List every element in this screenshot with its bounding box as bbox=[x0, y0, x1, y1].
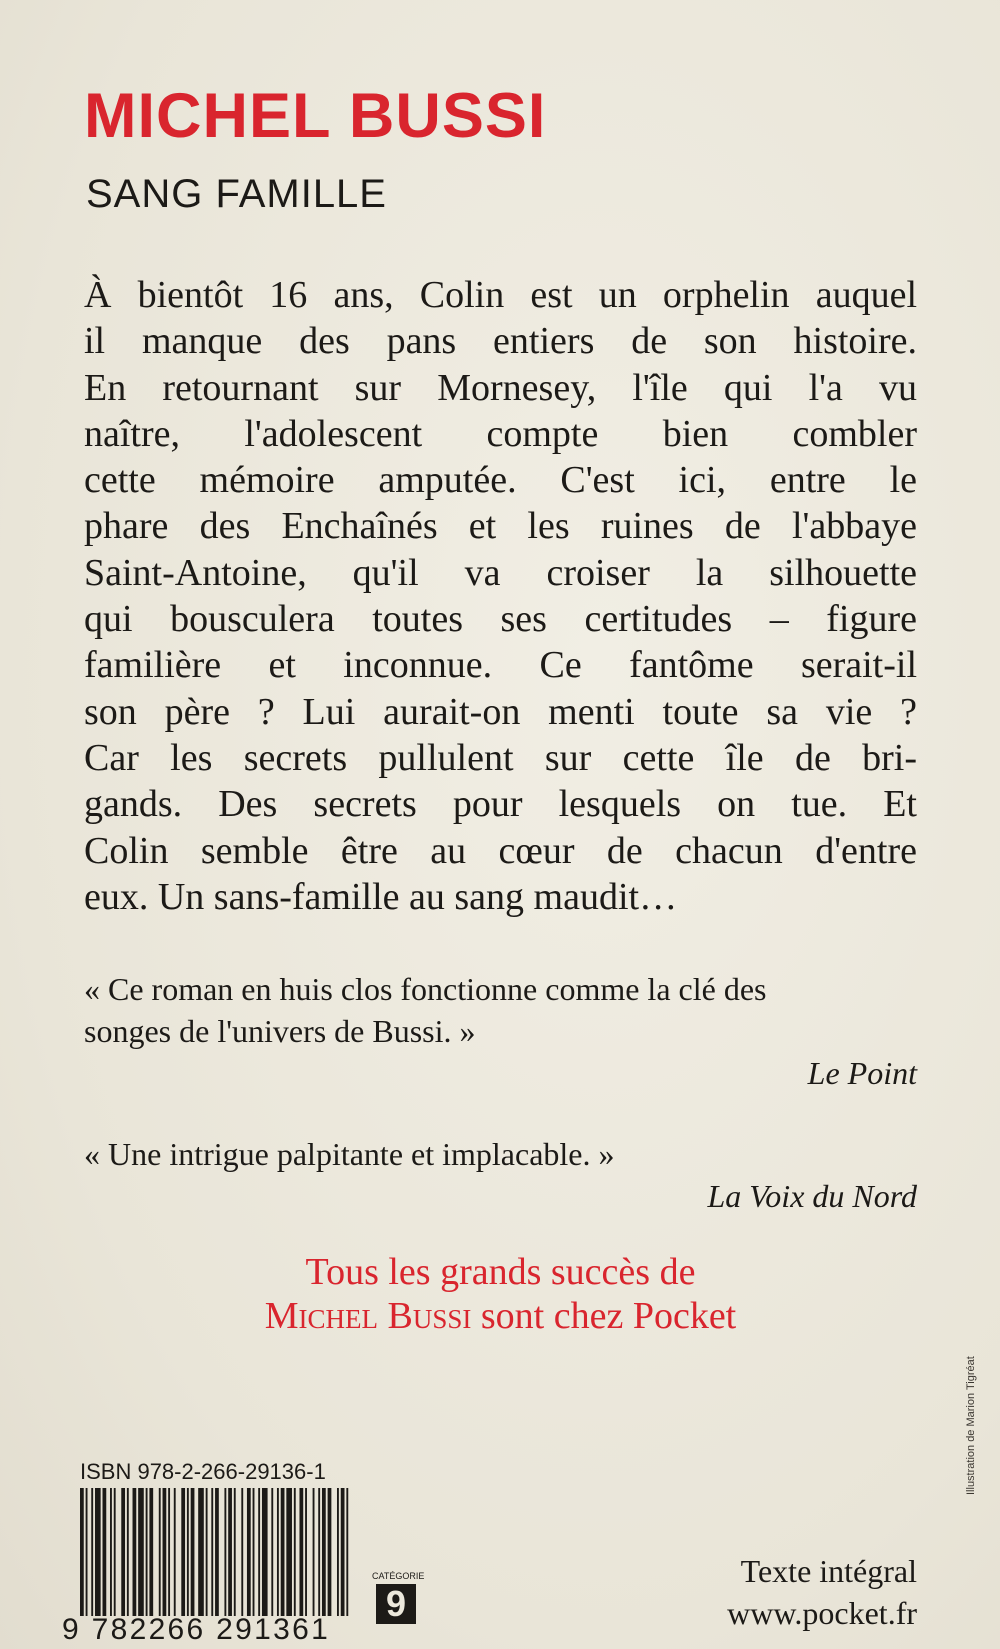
barcode-bar bbox=[121, 1488, 125, 1616]
barcode-bar bbox=[341, 1488, 345, 1616]
edition-text: Texte intégral bbox=[740, 1553, 917, 1589]
barcode-bar bbox=[146, 1488, 148, 1616]
edition-info bbox=[727, 1550, 917, 1634]
illustration-credit: Illustration de Marion Tigréat bbox=[965, 1356, 977, 1495]
barcode-bar bbox=[328, 1488, 332, 1616]
barcode-bar bbox=[138, 1488, 144, 1616]
barcode-bar bbox=[163, 1488, 167, 1616]
synopsis-line: eux. Un sans-famille au sang maudit… bbox=[84, 875, 678, 918]
barcode-bar bbox=[211, 1488, 213, 1616]
barcode-bar bbox=[318, 1488, 320, 1616]
synopsis-line: Car les secrets pullulent sur cette île de bri- bbox=[84, 736, 917, 779]
publisher-website: www.pocket.fr bbox=[727, 1595, 917, 1631]
barcode-bar bbox=[228, 1488, 232, 1616]
barcode-bar bbox=[133, 1488, 137, 1616]
barcode-bar bbox=[346, 1488, 348, 1616]
barcode-bar bbox=[305, 1488, 307, 1616]
barcode-bar bbox=[103, 1488, 107, 1616]
publisher-promo bbox=[84, 1250, 917, 1338]
barcode-bar bbox=[191, 1488, 195, 1616]
barcode-bar bbox=[174, 1488, 176, 1616]
promo-line-2 bbox=[84, 1294, 917, 1338]
barcode-bar bbox=[114, 1488, 116, 1616]
barcode-bar bbox=[187, 1488, 189, 1616]
barcode-bar bbox=[198, 1488, 204, 1616]
synopsis-line: phare des Enchaînés et les ruines de l'abbaye bbox=[84, 505, 917, 548]
category-label: CATÉGORIE bbox=[372, 1571, 425, 1581]
barcode-bar bbox=[168, 1488, 170, 1616]
synopsis-line: cette mémoire amputée. C'est ici, entre le bbox=[84, 459, 917, 502]
barcode-bar bbox=[262, 1488, 268, 1616]
book-title: SANG FAMILLE bbox=[86, 172, 387, 216]
barcode-bar bbox=[86, 1488, 88, 1616]
quote-text: « Une intrigue palpitante et implacable. » bbox=[84, 1136, 615, 1172]
barcode-bar bbox=[258, 1488, 260, 1616]
barcode-bar bbox=[91, 1488, 93, 1616]
category-number: 9 bbox=[376, 1584, 416, 1624]
barcode-digits: 9 782266 291361 bbox=[62, 1613, 331, 1646]
barcode-bar bbox=[271, 1488, 273, 1616]
barcode-bar bbox=[215, 1488, 219, 1616]
barcode-bar bbox=[181, 1488, 185, 1616]
synopsis-line: son père ? Lui aurait-on menti toute sa vie ? bbox=[84, 690, 917, 733]
synopsis-line: il manque des pans entiers de son histoire. bbox=[84, 320, 917, 363]
promo-line-1: Tous les grands succès de bbox=[305, 1251, 696, 1293]
quote-text: songes de l'univers de Bussi. » bbox=[84, 1013, 476, 1049]
quote-source: Le Point bbox=[807, 1055, 917, 1091]
synopsis bbox=[84, 272, 917, 920]
promo-author: Michel Bussi bbox=[264, 1295, 472, 1337]
synopsis-line: À bientôt 16 ans, Colin est un orphelin auquel bbox=[84, 274, 917, 316]
barcode-bar bbox=[299, 1488, 303, 1616]
barcode-bar bbox=[80, 1488, 84, 1616]
barcode-bar bbox=[149, 1488, 153, 1616]
author-name: MICHEL BUSSI bbox=[84, 81, 547, 151]
barcode-bar bbox=[281, 1488, 285, 1616]
press-quote-le-point bbox=[84, 968, 917, 1094]
synopsis-line: Colin semble être au cœur de chacun d'entre bbox=[84, 829, 917, 872]
barcode-bar bbox=[234, 1488, 236, 1616]
quote-source: La Voix du Nord bbox=[707, 1178, 917, 1214]
promo-rest: sont chez Pocket bbox=[471, 1295, 737, 1337]
barcode-bar bbox=[224, 1488, 226, 1616]
barcode-bar bbox=[95, 1488, 101, 1616]
barcode-bar bbox=[247, 1488, 251, 1616]
barcode-bar bbox=[127, 1488, 129, 1616]
barcode-bar bbox=[277, 1488, 279, 1616]
barcode-bar bbox=[206, 1488, 208, 1616]
press-quote-la-voix-du-nord bbox=[84, 1133, 917, 1217]
category-badge bbox=[372, 1570, 425, 1630]
barcode-bar bbox=[313, 1488, 315, 1616]
synopsis-line: familière et inconnue. Ce fantôme serait-il bbox=[84, 644, 917, 687]
barcode-bar bbox=[253, 1488, 255, 1616]
barcode-bar bbox=[322, 1488, 326, 1616]
synopsis-line: En retournant sur Mornesey, l'île qui l'a vu bbox=[84, 366, 917, 409]
barcode-bar bbox=[294, 1488, 296, 1616]
synopsis-line: Saint-Antoine, qu'il va croiser la silhouette bbox=[84, 551, 917, 594]
barcode-icon bbox=[80, 1488, 352, 1616]
synopsis-line: qui bousculera toutes ses certitudes – figure bbox=[84, 598, 917, 641]
isbn-label: ISBN 978-2-266-29136-1 bbox=[80, 1459, 326, 1484]
synopsis-line: gands. Des secrets pour lesquels on tue. Et bbox=[84, 783, 917, 826]
barcode-bar bbox=[241, 1488, 243, 1616]
synopsis-line: naître, l'adolescent compte bien combler bbox=[84, 412, 917, 455]
barcode-bar bbox=[286, 1488, 292, 1616]
barcode-bar bbox=[159, 1488, 161, 1616]
barcode-bar bbox=[110, 1488, 112, 1616]
quote-text: « Ce roman en huis clos fonctionne comme la clé des bbox=[84, 971, 767, 1007]
barcode-bar bbox=[337, 1488, 339, 1616]
